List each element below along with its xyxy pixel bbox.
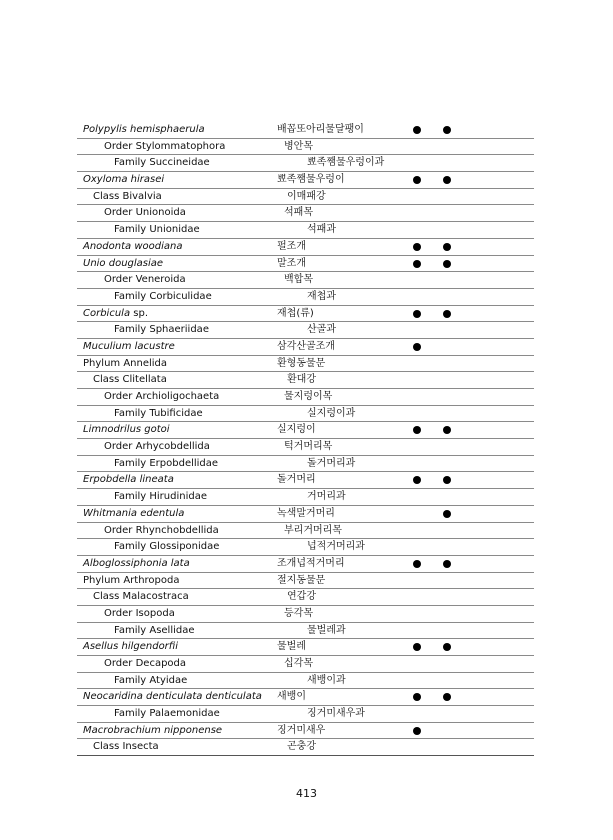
table-row bbox=[77, 489, 534, 506]
korean-name: 삼각산골조개 bbox=[277, 340, 335, 352]
korean-name: 물벌레 bbox=[277, 641, 306, 653]
table-row bbox=[77, 406, 534, 423]
table-row bbox=[77, 172, 534, 189]
presence-dot-site-2 bbox=[443, 243, 451, 251]
korean-name: 징거미새우과 bbox=[307, 708, 365, 720]
table-row bbox=[77, 272, 534, 289]
presence-dot-site-1 bbox=[413, 727, 421, 735]
scientific-name: Family Hirudinidae bbox=[114, 491, 207, 503]
table-row bbox=[77, 205, 534, 222]
scientific-name: Family Tubificidae bbox=[114, 407, 203, 419]
korean-name: 실지렁이 bbox=[277, 424, 316, 436]
table-row bbox=[77, 322, 534, 339]
taxa-table bbox=[77, 122, 534, 756]
scientific-name: Order Veneroida bbox=[104, 274, 186, 286]
scientific-name: Class Insecta bbox=[93, 741, 159, 753]
presence-dot-site-1 bbox=[413, 126, 421, 134]
table-row bbox=[77, 372, 534, 389]
presence-dot-site-2 bbox=[443, 693, 451, 701]
table-row bbox=[77, 506, 534, 523]
presence-dot-site-1 bbox=[413, 693, 421, 701]
presence-dot-site-1 bbox=[413, 176, 421, 184]
korean-name: 녹색말거머리 bbox=[277, 507, 335, 519]
presence-dot-site-1 bbox=[413, 243, 421, 251]
scientific-name: Macrobrachium nipponense bbox=[83, 724, 223, 736]
korean-name: 백합목 bbox=[284, 274, 313, 286]
table-row bbox=[77, 523, 534, 540]
scientific-name: Class Malacostraca bbox=[93, 591, 189, 603]
table-row bbox=[77, 656, 534, 673]
korean-name: 산골과 bbox=[307, 324, 336, 336]
korean-name: 연갑강 bbox=[287, 591, 316, 603]
scientific-name: Unio douglasiae bbox=[83, 257, 164, 269]
scientific-name: Anodonta woodiana bbox=[83, 240, 183, 252]
presence-dot-site-1 bbox=[413, 310, 421, 318]
scientific-name: Family Unionidae bbox=[114, 224, 200, 236]
table-row bbox=[77, 589, 534, 606]
korean-name: 턱거머리목 bbox=[284, 441, 333, 453]
presence-dot-site-2 bbox=[443, 176, 451, 184]
presence-dot-site-1 bbox=[413, 260, 421, 268]
presence-dot-site-2 bbox=[443, 560, 451, 568]
korean-name: 이매패강 bbox=[287, 190, 326, 202]
korean-name: 배꼽또아리물달팽이 bbox=[277, 124, 364, 135]
korean-name: 펄조개 bbox=[277, 240, 306, 252]
korean-name: 실지렁이과 bbox=[307, 407, 356, 419]
table-row bbox=[77, 573, 534, 590]
scientific-name: Order Stylommatophora bbox=[104, 140, 226, 152]
page-number: 413 bbox=[296, 787, 317, 800]
korean-name: 부리거머리목 bbox=[284, 524, 342, 536]
scientific-name: Neocaridina denticulata denticulata bbox=[83, 691, 262, 703]
korean-name: 환대강 bbox=[287, 374, 316, 386]
presence-dot-site-2 bbox=[443, 126, 451, 134]
scientific-name: Family Sphaeriidae bbox=[114, 324, 209, 336]
korean-name: 징거미새우 bbox=[277, 724, 326, 736]
presence-dot-site-1 bbox=[413, 560, 421, 568]
korean-name: 병안목 bbox=[284, 140, 313, 152]
korean-name: 석패과 bbox=[307, 224, 336, 236]
korean-name: 새뱅이과 bbox=[307, 674, 346, 686]
scientific-name: Order Unionoida bbox=[104, 207, 186, 219]
table-row bbox=[77, 639, 534, 656]
korean-name: 새뱅이 bbox=[277, 691, 306, 703]
presence-dot-site-2 bbox=[443, 510, 451, 518]
scientific-name: Alboglossiphonia lata bbox=[83, 557, 190, 569]
scientific-name: Asellus hilgendorfii bbox=[83, 641, 179, 653]
korean-name: 재첩(류) bbox=[277, 307, 314, 319]
table-row bbox=[77, 289, 534, 306]
scientific-name: Family Corbiculidae bbox=[114, 290, 212, 302]
scientific-name: Family Palaemonidae bbox=[114, 708, 220, 720]
korean-name: 석패목 bbox=[284, 207, 313, 219]
table-row bbox=[77, 122, 534, 139]
presence-dot-site-1 bbox=[413, 643, 421, 651]
scientific-name: Family Asellidae bbox=[114, 624, 195, 636]
table-row bbox=[77, 556, 534, 573]
scientific-name: Polypylis hemisphaerula bbox=[83, 124, 205, 135]
scientific-name: Erpobdella lineata bbox=[83, 474, 174, 486]
korean-name: 뾰족쨈물우렁이과 bbox=[307, 157, 385, 169]
table-row bbox=[77, 739, 534, 756]
korean-name: 곤충강 bbox=[287, 741, 316, 753]
korean-name: 물지렁이목 bbox=[284, 391, 333, 402]
table-row bbox=[77, 306, 534, 323]
presence-dot-site-2 bbox=[443, 426, 451, 434]
korean-name: 조개넙적거머리 bbox=[277, 557, 345, 569]
scientific-name: Order Decapoda bbox=[104, 658, 187, 669]
table-row bbox=[77, 239, 534, 256]
korean-name: 뾰족쨈물우렁이 bbox=[277, 174, 345, 186]
scientific-name: Muculium lacustre bbox=[83, 340, 175, 352]
table-row bbox=[77, 723, 534, 740]
table-row bbox=[77, 356, 534, 373]
scientific-name: Family Succineidae bbox=[114, 157, 210, 169]
korean-name: 말조개 bbox=[277, 257, 306, 269]
table-row bbox=[77, 673, 534, 690]
scientific-name: Phylum Annelida bbox=[83, 357, 168, 369]
table-row bbox=[77, 689, 534, 706]
table-row bbox=[77, 189, 534, 206]
presence-dot-site-1 bbox=[413, 476, 421, 484]
scientific-name: Whitmania edentula bbox=[83, 507, 185, 519]
table-row bbox=[77, 472, 534, 489]
presence-dot-site-2 bbox=[443, 643, 451, 651]
korean-name: 재첩과 bbox=[307, 290, 336, 302]
korean-name: 거머리과 bbox=[307, 491, 346, 503]
scientific-name: Order Arhycobdellida bbox=[104, 441, 210, 453]
table-row bbox=[77, 623, 534, 640]
table-row bbox=[77, 222, 534, 239]
table-row bbox=[77, 256, 534, 273]
korean-name: 환형동물문 bbox=[277, 357, 326, 369]
korean-name: 돌거머리 bbox=[277, 474, 316, 486]
scientific-name: Family Erpobdellidae bbox=[114, 457, 219, 469]
scientific-name: Family Glossiponidae bbox=[114, 541, 220, 553]
presence-dot-site-1 bbox=[413, 426, 421, 434]
table-row bbox=[77, 339, 534, 356]
presence-dot-site-2 bbox=[443, 260, 451, 268]
scientific-name: Class Clitellata bbox=[93, 374, 167, 386]
table-row bbox=[77, 389, 534, 406]
korean-name: 넙적거머리과 bbox=[307, 541, 365, 553]
korean-name: 돌거머리과 bbox=[307, 457, 356, 469]
scientific-name: Family Atyidae bbox=[114, 674, 188, 686]
presence-dot-site-1 bbox=[413, 343, 421, 351]
table-row bbox=[77, 456, 534, 473]
scientific-name: Order Archioligochaeta bbox=[104, 391, 220, 402]
scientific-name: Class Bivalvia bbox=[93, 190, 162, 202]
table-row bbox=[77, 539, 534, 556]
scientific-name: Order Rhynchobdellida bbox=[104, 524, 219, 536]
scientific-name: Corbicula sp. bbox=[83, 307, 149, 319]
scientific-name: Limnodrilus gotoi bbox=[83, 424, 170, 436]
korean-name: 등각목 bbox=[284, 607, 313, 619]
table-row bbox=[77, 155, 534, 172]
korean-name: 절지동물문 bbox=[277, 574, 326, 586]
scientific-name: Order Isopoda bbox=[104, 607, 175, 619]
scientific-name: Oxyloma hirasei bbox=[83, 174, 165, 186]
table-row bbox=[77, 706, 534, 723]
presence-dot-site-2 bbox=[443, 476, 451, 484]
korean-name: 십각목 bbox=[284, 658, 313, 669]
table-row bbox=[77, 422, 534, 439]
table-row bbox=[77, 139, 534, 156]
korean-name: 물벌레과 bbox=[307, 624, 346, 636]
presence-dot-site-2 bbox=[443, 310, 451, 318]
scientific-name: Phylum Arthropoda bbox=[83, 574, 180, 586]
table-row bbox=[77, 439, 534, 456]
table-row bbox=[77, 606, 534, 623]
